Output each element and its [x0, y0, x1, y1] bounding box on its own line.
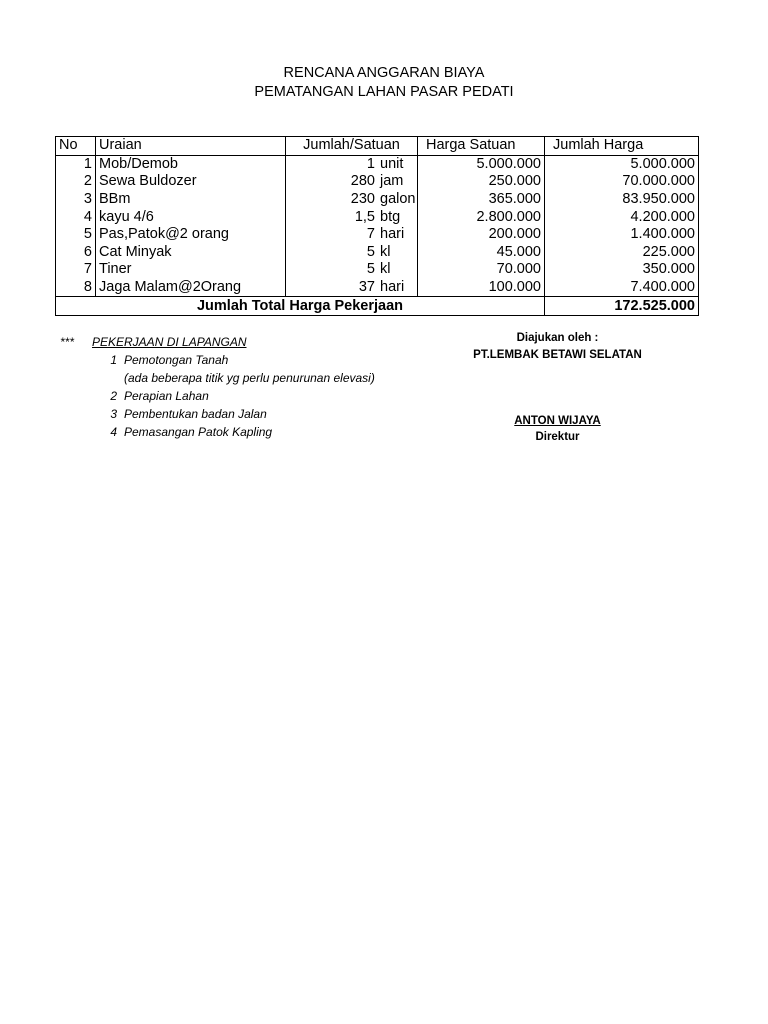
header-uraian: Uraian: [96, 137, 286, 156]
note-text: Pemasangan Patok Kapling: [124, 425, 273, 439]
list-item: [60, 387, 375, 405]
note-number: 3: [110, 407, 117, 421]
note-text: Pembentukan badan Jalan: [124, 407, 267, 421]
row-jumlah-harga: 70.000.000: [545, 173, 699, 191]
list-item: [60, 423, 375, 441]
row-jumlah-harga: 5.000.000: [545, 155, 699, 173]
title-line-2: PEMATANGAN LAHAN PASAR PEDATI: [254, 84, 514, 100]
note-spacer: [60, 423, 92, 441]
row-harga-satuan: 250.000: [418, 173, 545, 191]
row-qty: 230: [350, 191, 375, 208]
row-jumlah-satuan: [286, 279, 418, 297]
table-row: [56, 226, 699, 244]
row-no: 8: [56, 279, 96, 297]
document-title: [0, 64, 768, 102]
row-qty: 7: [366, 226, 375, 243]
row-unit: galon: [380, 191, 416, 208]
row-harga-satuan: 200.000: [418, 226, 545, 244]
row-uraian: BBm: [96, 191, 286, 209]
row-jumlah-harga: 350.000: [545, 261, 699, 279]
notes-heading-row: [60, 333, 375, 351]
row-uraian: Pas,Patok@2 orang: [96, 226, 286, 244]
row-unit: kl: [380, 261, 391, 278]
row-jumlah-satuan: [286, 261, 418, 279]
table-total-row: [56, 297, 699, 316]
row-unit: kl: [380, 243, 391, 260]
notes-heading: PEKERJAAN DI LAPANGAN: [92, 335, 247, 349]
note-number: [92, 369, 124, 387]
table-row: [56, 208, 699, 226]
row-jumlah-harga: 83.950.000: [545, 191, 699, 209]
row-unit: hari: [380, 279, 405, 296]
submitted-by-label: Diajukan oleh :: [516, 332, 599, 344]
row-uraian: Mob/Demob: [96, 155, 286, 173]
table-row: [56, 155, 699, 173]
table-row: [56, 244, 699, 262]
row-unit: unit: [380, 155, 404, 172]
row-qty: 5: [366, 243, 375, 260]
row-no: 7: [56, 261, 96, 279]
row-jumlah-satuan: [286, 244, 418, 262]
row-harga-satuan: 5.000.000: [418, 155, 545, 173]
list-item: [60, 405, 375, 423]
work-notes: [60, 333, 375, 441]
row-unit: jam: [380, 173, 404, 190]
budget-table: [55, 136, 699, 316]
row-harga-satuan: 2.800.000: [418, 208, 545, 226]
row-no: 2: [56, 173, 96, 191]
row-qty: 37: [358, 279, 375, 296]
row-harga-satuan: 70.000: [418, 261, 545, 279]
row-no: 1: [56, 155, 96, 173]
header-jumlah-harga: Jumlah Harga: [545, 137, 699, 156]
row-harga-satuan: 45.000: [418, 244, 545, 262]
note-spacer: [60, 387, 92, 405]
note-text: Perapian Lahan: [124, 389, 209, 403]
note-number: 1: [110, 353, 117, 367]
table-row: [56, 279, 699, 297]
title-line-1: RENCANA ANGGARAN BIAYA: [283, 65, 485, 81]
row-unit: hari: [380, 226, 405, 243]
total-value: 172.525.000: [545, 297, 699, 316]
row-unit: btg: [380, 208, 401, 225]
row-uraian: Tiner: [96, 261, 286, 279]
row-jumlah-satuan: [286, 191, 418, 209]
note-text: (ada beberapa titik yg perlu penurunan elevasi): [124, 371, 375, 385]
note-number: 4: [110, 425, 117, 439]
row-jumlah-harga: 4.200.000: [545, 208, 699, 226]
row-uraian: Cat Minyak: [96, 244, 286, 262]
note-text: Pemotongan Tanah: [124, 353, 229, 367]
row-no: 3: [56, 191, 96, 209]
row-harga-satuan: 100.000: [418, 279, 545, 297]
row-jumlah-harga: 1.400.000: [545, 226, 699, 244]
list-item: [60, 369, 375, 387]
header-harga-satuan: Harga Satuan: [418, 137, 545, 156]
row-qty: 1: [366, 155, 375, 172]
row-no: 6: [56, 244, 96, 262]
note-spacer: [60, 351, 92, 369]
table-row: [56, 261, 699, 279]
row-uraian: Jaga Malam@2Orang: [96, 279, 286, 297]
signatory-position: Direktur: [535, 431, 580, 443]
total-label: Jumlah Total Harga Pekerjaan: [56, 297, 545, 316]
company-name: PT.LEMBAK BETAWI SELATAN: [473, 349, 642, 361]
row-jumlah-satuan: [286, 208, 418, 226]
row-qty: 1,5: [354, 208, 375, 225]
row-no: 5: [56, 226, 96, 244]
row-qty: 280: [350, 173, 375, 190]
row-no: 4: [56, 208, 96, 226]
signatory-name: ANTON WIJAYA: [514, 415, 601, 427]
table-header-row: [56, 137, 699, 156]
row-jumlah-satuan: [286, 155, 418, 173]
row-harga-satuan: 365.000: [418, 191, 545, 209]
row-jumlah-satuan: [286, 173, 418, 191]
table-row: [56, 173, 699, 191]
notes-mark: ***: [60, 335, 75, 349]
row-jumlah-harga: 225.000: [545, 244, 699, 262]
row-jumlah-harga: 7.400.000: [545, 279, 699, 297]
table-row: [56, 191, 699, 209]
header-no: No: [56, 137, 96, 156]
row-uraian: Sewa Buldozer: [96, 173, 286, 191]
row-uraian: kayu 4/6: [96, 208, 286, 226]
header-jumlah-satuan: Jumlah/Satuan: [286, 137, 418, 156]
row-jumlah-satuan: [286, 226, 418, 244]
note-number: 2: [110, 389, 117, 403]
note-spacer: [60, 369, 92, 387]
list-item: [60, 351, 375, 369]
row-qty: 5: [366, 261, 375, 278]
note-spacer: [60, 405, 92, 423]
